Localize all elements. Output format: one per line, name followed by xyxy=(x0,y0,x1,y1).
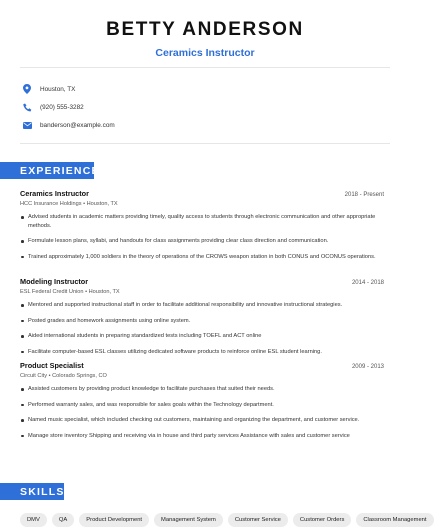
list-item: Facilitate computer-based ESL classes utilizing dedicated software products to reinforce online ESL student learning. xyxy=(20,348,384,357)
job-title: Ceramics Instructor xyxy=(20,189,89,198)
job-company-line: HCC Insurance Holdings • Houston, TX xyxy=(20,201,118,207)
job-dates: 2009 - 2013 xyxy=(351,364,384,370)
contact-phone xyxy=(22,102,84,112)
list-item: Mentored and supported instructional staff in order to facilitate additional responsibility and innovative instructional strategies. xyxy=(20,301,384,310)
job-dates: 2014 - 2018 xyxy=(351,280,384,286)
job-title: Product Specialist xyxy=(20,361,84,370)
list-item: Named music specialist, which included checking out customers, maintaining and organizing the department, and customer service. xyxy=(20,416,384,425)
location-pin-icon xyxy=(22,84,32,94)
email-icon xyxy=(22,120,32,130)
contact-phone-text: (920) 555-3282 xyxy=(40,103,84,111)
experience-heading: EXPERIENCE xyxy=(0,162,94,179)
job-bullets xyxy=(20,301,384,356)
header-divider xyxy=(20,67,390,68)
contact-location xyxy=(22,84,75,94)
candidate-title: Ceramics Instructor xyxy=(155,47,255,59)
list-item: Formulate lesson plans, syllabi, and handouts for class assignments providing clear class direction and communication. xyxy=(20,237,384,246)
skill-tag: Customer Service xyxy=(228,513,288,527)
job-entry xyxy=(20,189,384,261)
skill-tag: Management System xyxy=(154,513,223,527)
contact-divider xyxy=(20,143,390,144)
job-title: Modeling Instructor xyxy=(20,277,89,286)
skill-tag: QA xyxy=(52,513,74,527)
skill-tag: Product Development xyxy=(79,513,149,527)
skill-tag: Customer Orders xyxy=(293,513,351,527)
list-item: Trained approximately 1,000 soldiers in the theory of operations of the CROWS weapon station in both CONUS and OCONUS operations. xyxy=(20,253,384,262)
job-bullets xyxy=(20,385,384,440)
job-company-line: Circuit City • Colorado Springs, CO xyxy=(20,373,107,379)
job-company: ESL Federal Credit Union xyxy=(20,289,84,295)
candidate-name: BETTY ANDERSON xyxy=(106,19,304,40)
skill-tag: Classroom Management xyxy=(356,513,433,527)
job-location: Houston, TX xyxy=(86,201,118,207)
contact-location-text: Houston, TX xyxy=(40,85,76,93)
phone-icon xyxy=(22,102,32,112)
job-location: Houston, TX xyxy=(88,289,120,295)
job-company: HCC Insurance Holdings xyxy=(20,201,82,207)
skill-tag: DMV xyxy=(20,513,47,527)
job-location: Colorado Springs, CO xyxy=(52,373,107,379)
resume-header xyxy=(0,0,410,59)
list-item: Advised students in academic matters providing timely, quality access to students through electronic communication and other appropriate methods. xyxy=(20,213,384,230)
list-item: Posted grades and homework assignments using online system. xyxy=(20,317,384,326)
job-company-line: ESL Federal Credit Union • Houston, TX xyxy=(20,289,120,295)
job-bullets xyxy=(20,213,384,261)
skills-list xyxy=(20,513,427,527)
contact-email-text: banderson@example.com xyxy=(40,121,115,129)
job-company: Circuit City xyxy=(20,373,48,379)
job-dates: 2018 - Present xyxy=(344,192,384,198)
list-item: Performed warranty sales, and was responsible for sales goals within the Technology department. xyxy=(20,401,384,410)
contact-email xyxy=(22,120,115,130)
list-item: Assisted customers by providing product knowledge to facilitate purchases that suited their needs. xyxy=(20,385,384,394)
list-item: Manage store inventory Shipping and receiving via in house and third party services Assistance with sales and customer service xyxy=(20,432,384,441)
list-item: Aided international students in preparing standardized tests including TOEFL and ACT online xyxy=(20,332,384,341)
job-entry xyxy=(20,277,384,356)
job-entry xyxy=(20,361,384,440)
skills-heading: SKILLS xyxy=(0,483,64,500)
